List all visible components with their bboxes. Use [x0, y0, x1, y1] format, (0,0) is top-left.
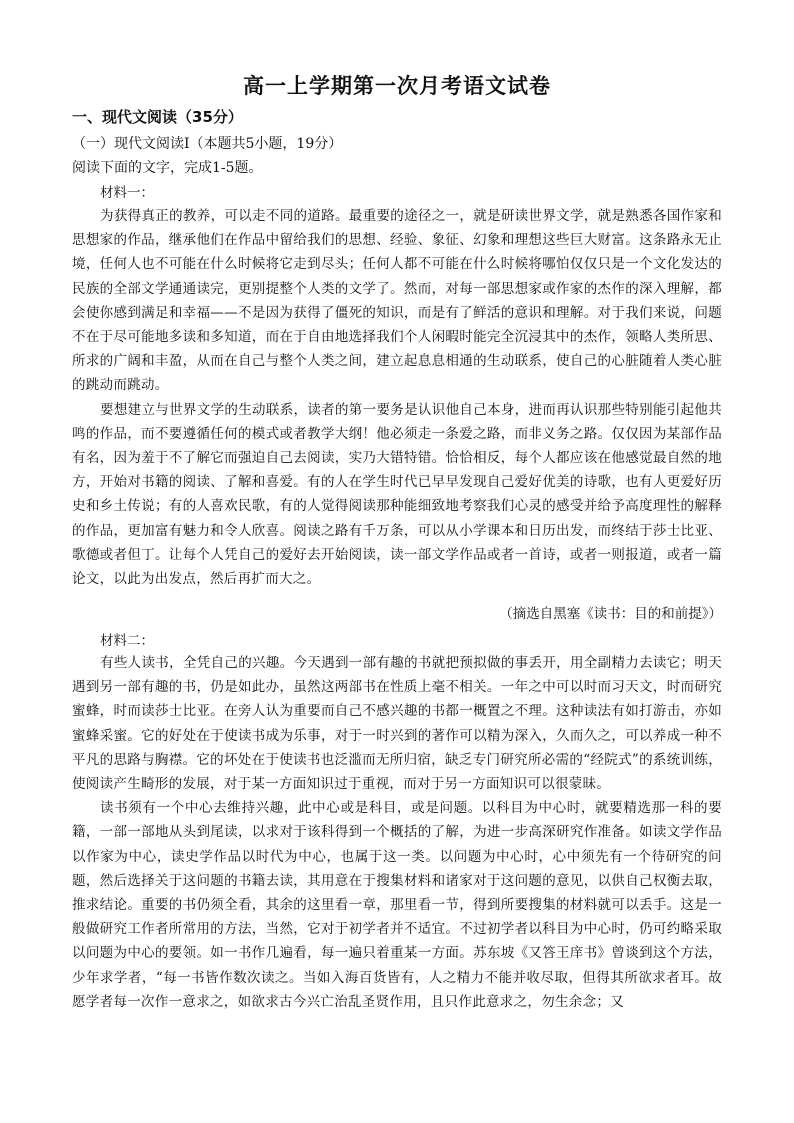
material-two-paragraph-2: 读书须有一个中心去维持兴趣，此中心或是科目，或是问题。以科目为中心时，就要精选那一科的要籍，一部一部地从头到尾读，以求对于该科得到一个概括的了解，为进一步高深研究作准备。如读文学作品以作家为中心，读史学作品以时代为中心，也属于这一类。以问题为中心时，心中须先有一个待研究的问题，然后选择关于这问题的书籍去读，其用意在于搜集材料和诸家对于这问题的意见，以供自己权衡去取，推求结论。重要的书仍须全看，其余的这里看一章，那里看一节，得到所要搜集的材料就可以丢手。这是一般做研究工作者所常用的方法，当然，它对于初学者并不适宜。不过初学者以科目为中心时，仍可约略采取以问题为中心的要领。如一书作几遍看，每一遍只着重某一方面。苏东坡《又答王庠书》曾谈到这个方法，少年求学者，“每一书皆作数次读之。当如入海百货皆有，人之精力不能并收尽取，但得其所欲求者耳。故愿学者每一次作一意求之，如欲求古今兴亡治乱圣贤作用，且只作此意求之，勿生余念；又	[72, 800, 722, 1010]
material-two-paragraph-1: 有些人读书，全凭自己的兴趣。今天遇到一部有趣的书就把预拟做的事丢开，用全副精力去读它；明天遇到另一部有趣的书，仍是如此办，虽然这两部书在性质上毫不相关。一年之中可以时而习天文，时而研究蜜蜂，时而读莎士比亚。在旁人认为重要而自己不感兴趣的书都一概置之不理。这种读法有如打游击，亦如蜜蜂采蜜。它的好处在于使读书成为乐事，对于一时兴到的著作可以精为深入，久而久之，可以养成一种不平凡的思路与胸襟。它的坏处在于使读书也泛滥而无所归宿，缺乏专门研究所必需的“经院式”的系统训练，使阅读产生畸形的发展，对于某一方面知识过于重视，而对于另一方面知识可以很蒙昧。	[72, 655, 722, 793]
section-heading: 一、现代文阅读（35分）	[72, 108, 243, 126]
material-two-label: 材料二：	[100, 633, 154, 649]
material-one-label: 材料一：	[100, 185, 154, 201]
page-title: 高一上学期第一次月考语文试卷	[243, 74, 551, 98]
material-one-source: （摘选自黑塞《读书：目的和前提》）	[499, 606, 722, 622]
subsection-heading: （一）现代文阅读Ⅰ（本题共5小题，19分）	[72, 136, 343, 152]
material-one-paragraph-1: 为获得真正的教养，可以走不同的道路。最重要的途径之一，就是研读世界文学，就是熟悉各国作家和思想家的作品，继承他们在作品中留给我们的思想、经验、象征、幻象和理想这些巨大财富。这条路永无止境，任何人也不可能在什么时候将它走到尽头；任何人都不可能在什么时候将哪怕仅仅只是一个文化发达的民族的全部文学通通读完，更别提整个人类的文学了。然而，对每一部思想家或作家的杰作的深入理解，都会使你感到满足和幸福——不是因为获得了僵死的知识，而是有了鲜活的意识和理解。对于我们来说，问题不在于尽可能地多读和多知道，而在于自由地选择我们个人闲暇时能完全沉浸其中的杰作，领略人类所思、所求的广阔和丰盈，从而在自己与整个人类之间，建立起息息相通的生动联系，使自己的心脏随着人类心脏的跳动而跳动。	[72, 208, 722, 394]
material-two-text	[72, 651, 722, 1014]
material-one-text	[72, 204, 722, 591]
reading-instruction: 阅读下面的文字，完成1-5题。	[72, 160, 263, 176]
material-one-paragraph-2: 要想建立与世界文学的生动联系，读者的第一要务是认识他自己本身，进而再认识那些特别能引起他共鸣的作品，而不要遵循任何的模式或者教学大纲！他必须走一条爱之路，而非义务之路。仅仅因为某部作品有名，因为羞于不了解它而强迫自己去阅读，实乃大错特错。恰恰相反，每个人都应该在他感觉最自然的地方，开始对书籍的阅读、了解和喜爱。有的人在学生时代已早早发现自己爱好优美的诗歌，也有人更爱好历史和乡土传说；有的人喜欢民歌，有的人觉得阅读那种能细致地考察我们心灵的感受并给予高度理性的解释的作品，更加富有魅力和令人欣喜。阅读之路有千万条，可以从小学课本和日历出发，而终结于莎士比亚、歌德或者但丁。让每个人凭自己的爱好去开始阅读，读一部文学作品或者一首诗，或者一则报道，或者一篇论文，以此为出发点，然后再扩而大之。	[72, 401, 722, 588]
